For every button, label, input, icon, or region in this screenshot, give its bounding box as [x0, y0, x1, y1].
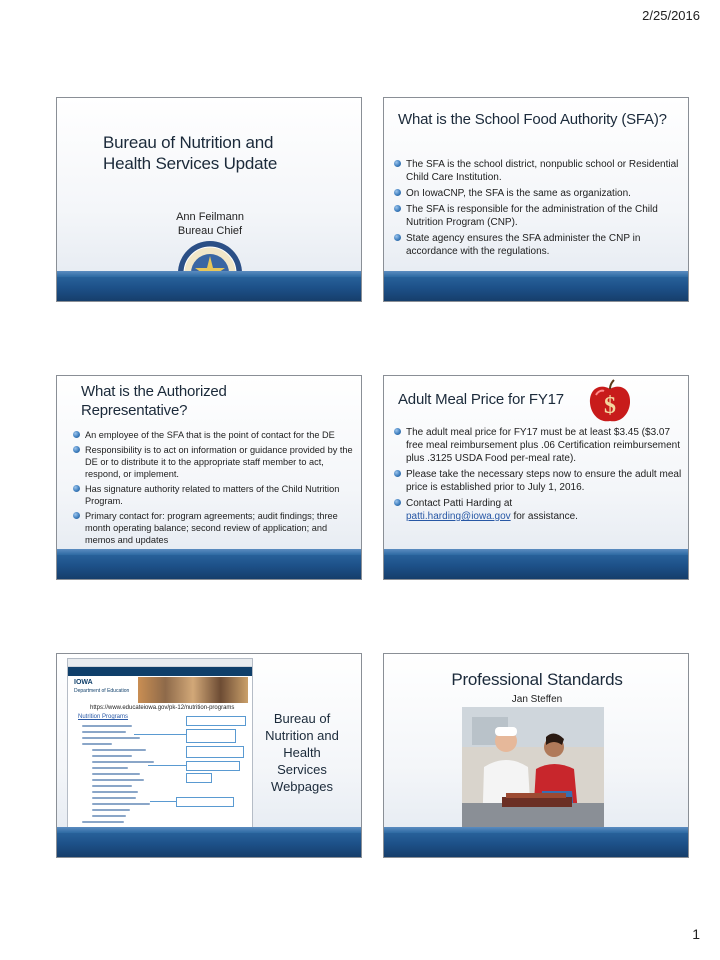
slide-footer-band [384, 549, 688, 579]
bullet-item [394, 497, 686, 523]
page-number: 1 [692, 926, 700, 942]
bullet-icon [394, 205, 401, 212]
kitchen-staff-photo [462, 707, 604, 835]
contact-email-link[interactable]: patti.harding@iowa.gov [406, 511, 511, 522]
slide-title: Adult Meal Price for FY17 [398, 391, 564, 408]
slide-author: Ann Feilmann [176, 211, 244, 223]
slide-footer-band [57, 549, 361, 579]
bullet-list [73, 429, 355, 549]
bullet-item: The SFA is responsible for the administration of the Child Nutrition Program (CNP). [394, 203, 684, 229]
bullet-icon [73, 512, 80, 519]
slide-3 [56, 375, 362, 580]
slide-footer-band [384, 827, 688, 857]
bullet-icon [394, 428, 401, 435]
slide-footer-band [57, 271, 361, 301]
bullet-icon [73, 485, 80, 492]
bullet-item: The SFA is the school district, nonpublic school or Residential Child Care Institution. [394, 158, 684, 184]
bullet-icon [73, 446, 80, 453]
bullet-item: The adult meal price for FY17 must be at least $3.45 ($3.07 free meal reimbursement plus .06 Certification reimbursement plus .3125 USDA Food per-meal rate). [394, 426, 686, 465]
bullet-item: Has signature authority related to matters of the Child Nutrition Program. [73, 483, 355, 507]
slide-1 [56, 97, 362, 302]
bullet-item: Responsibility is to act on information or guidance provided by the DE or to distribute it to the appropriate staff member to act, respond, or implement. [73, 444, 355, 480]
slide-role: Bureau Chief [177, 225, 243, 237]
slide-title: What is the Authorized Representative? [81, 383, 227, 419]
web-logo: IOWA Department of Education [74, 679, 130, 694]
slide-title: Professional Standards [451, 670, 623, 689]
web-heading: Nutrition Programs [78, 714, 129, 720]
page-date: 2/25/2016 [642, 8, 700, 23]
bullet-item: Primary contact for: program agreements; audit findings; three month operating balance; second review of application; and memos and updates [73, 510, 355, 546]
slide-2 [383, 97, 689, 302]
web-url: https://www.educateiowa.gov/pk-12/nutrition-programs [90, 705, 235, 711]
bullet-icon [394, 189, 401, 196]
slide-subtitle: Jan Steffen [511, 694, 563, 705]
bullet-item: On IowaCNP, the SFA is the same as organization. [394, 187, 684, 200]
bullet-item: An employee of the SFA that is the point of contact for the DE [73, 429, 355, 441]
bullet-icon [394, 470, 401, 477]
contact-suffix: for assistance. [513, 511, 578, 522]
slide-4 [383, 375, 689, 580]
bullet-list [394, 426, 686, 526]
slide-title: Bureau of Nutrition and Health Services Update [103, 133, 278, 173]
slide-title: What is the School Food Authority (SFA)? [398, 111, 667, 128]
contact-prefix: Contact Patti Harding at [406, 498, 513, 509]
bullet-list [394, 158, 684, 261]
bullet-icon [394, 499, 401, 506]
slide-footer-band [57, 827, 361, 857]
web-banner-photo [138, 677, 248, 703]
apple-dollar-icon [586, 379, 634, 425]
bullet-item: State agency ensures the SFA administer the CNP in accordance with the regulations. [394, 232, 684, 258]
svg-text:$: $ [604, 393, 616, 419]
side-title: Bureau of Nutrition and Health Services Webpages [265, 711, 339, 794]
bullet-icon [394, 234, 401, 241]
bullet-icon [394, 160, 401, 167]
slide-6 [383, 653, 689, 858]
bullet-icon [73, 431, 80, 438]
slide-5 [56, 653, 362, 858]
slide-footer-band [384, 271, 688, 301]
bullet-item: Please take the necessary steps now to ensure the adult meal price is established prior to July 1, 2016. [394, 468, 686, 494]
